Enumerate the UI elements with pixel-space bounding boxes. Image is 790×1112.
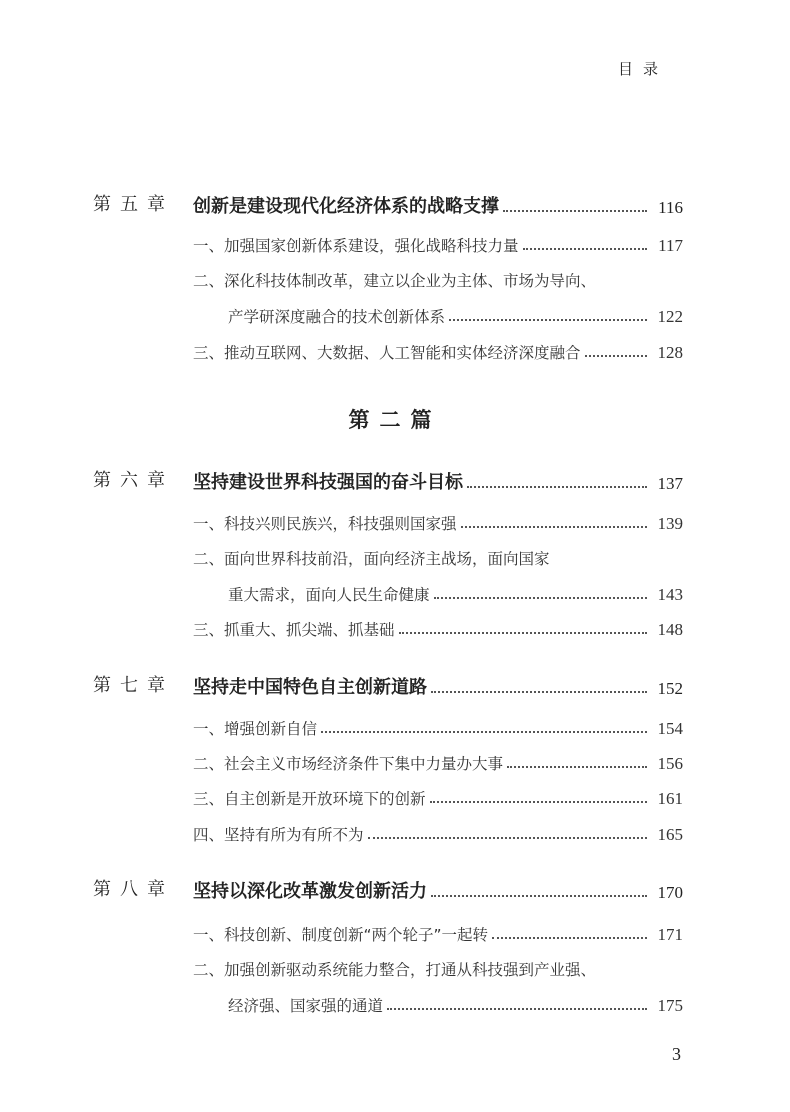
entry-page-number: 156: [657, 754, 683, 773]
entry-title: 二、加强创新驱动系统能力整合，打通从科技强到产业强、: [193, 961, 597, 979]
entry-page-number: 161: [657, 789, 683, 808]
entry-page-number: 117: [658, 236, 683, 255]
dot-leader: [585, 355, 647, 357]
entry-title: 三、推动互联网、大数据、人工智能和实体经济深度融合: [193, 344, 581, 362]
entry-page-number: 143: [657, 585, 683, 604]
toc-section-entry[interactable]: [0, 303, 790, 327]
toc-section-entry[interactable]: [0, 339, 790, 363]
chapter-label: 第六章: [93, 470, 174, 491]
entry-title: 坚持建设世界科技强国的奋斗目标: [193, 472, 463, 493]
entry-page-number: 139: [657, 514, 683, 533]
toc-section-entry[interactable]: [0, 921, 790, 945]
dot-leader: [461, 526, 647, 528]
dot-leader: [321, 731, 647, 733]
dot-leader: [449, 319, 647, 321]
dot-leader: [434, 597, 647, 599]
dot-leader: [430, 801, 647, 803]
entry-title: 三、自主创新是开放环境下的创新: [193, 790, 426, 808]
entry-title: 一、加强国家创新体系建设，强化战略科技力量: [193, 237, 519, 255]
toc-chapter-entry[interactable]: [0, 194, 790, 218]
dot-leader: [503, 210, 647, 212]
entry-page-number: 122: [657, 307, 683, 326]
toc-section-entry[interactable]: [0, 992, 790, 1016]
entry-title: 二、面向世界科技前沿，面向经济主战场，面向国家: [193, 550, 550, 568]
toc-section-entry[interactable]: [0, 267, 790, 291]
entry-title: 坚持走中国特色自主创新道路: [193, 677, 427, 698]
dot-leader: [507, 766, 647, 768]
toc-chapter-entry[interactable]: [0, 879, 790, 903]
entry-title: 一、科技兴则民族兴，科技强则国家强: [193, 515, 457, 533]
part-title: 第二篇: [348, 407, 442, 432]
chapter-label: 第八章: [93, 879, 174, 900]
entry-title: 重大需求，面向人民生命健康: [228, 586, 430, 604]
dot-leader: [368, 837, 647, 839]
toc-section-entry[interactable]: [0, 821, 790, 845]
dot-leader: [523, 248, 647, 250]
entry-title: 三、抓重大、抓尖端、抓基础: [193, 621, 395, 639]
toc-section-entry[interactable]: [0, 510, 790, 534]
toc-section-entry[interactable]: [0, 581, 790, 605]
entry-page-number: 137: [657, 474, 683, 493]
entry-title: 坚持以深化改革激发创新活力: [193, 881, 427, 902]
dot-leader: [387, 1008, 647, 1010]
entry-title: 创新是建设现代化经济体系的战略支撑: [193, 196, 499, 217]
toc-section-entry[interactable]: [0, 956, 790, 980]
running-head: 目录: [618, 60, 669, 78]
entry-page-number: 154: [657, 719, 683, 738]
entry-page-number: 148: [657, 620, 683, 639]
entry-page-number: 116: [658, 198, 683, 217]
entry-title: 二、社会主义市场经济条件下集中力量办大事: [193, 755, 504, 773]
dot-leader: [399, 632, 647, 634]
entry-title: 经济强、国家强的通道: [228, 997, 384, 1015]
dot-leader: [467, 486, 647, 488]
dot-leader: [431, 691, 647, 693]
entry-page-number: 171: [657, 925, 683, 944]
entry-title: 四、坚持有所为有所不为: [193, 826, 364, 844]
toc-chapter-entry[interactable]: [0, 675, 790, 699]
entry-page-number: 165: [657, 825, 683, 844]
entry-page-number: 128: [657, 343, 683, 362]
entry-page-number: 170: [657, 883, 683, 902]
page-number: 3: [672, 1044, 681, 1064]
entry-title: 一、科技创新、制度创新“两个轮子”一起转: [193, 926, 489, 944]
dot-leader: [431, 895, 647, 897]
chapter-label: 第五章: [93, 194, 174, 215]
toc-section-entry[interactable]: [0, 545, 790, 569]
chapter-label: 第七章: [93, 675, 174, 696]
entry-title: 一、增强创新自信: [193, 720, 318, 738]
toc-section-entry[interactable]: [0, 616, 790, 640]
toc-section-entry[interactable]: [0, 750, 790, 774]
toc-chapter-entry[interactable]: [0, 470, 790, 494]
entry-page-number: 152: [657, 679, 683, 698]
entry-title: 二、深化科技体制改革，建立以企业为主体、市场为导向、: [193, 272, 597, 290]
toc-section-entry[interactable]: [0, 785, 790, 809]
entry-page-number: 175: [657, 996, 683, 1015]
toc-section-entry[interactable]: [0, 232, 790, 256]
dot-leader: [492, 937, 647, 939]
entry-title: 产学研深度融合的技术创新体系: [228, 308, 446, 326]
toc-section-entry[interactable]: [0, 715, 790, 739]
